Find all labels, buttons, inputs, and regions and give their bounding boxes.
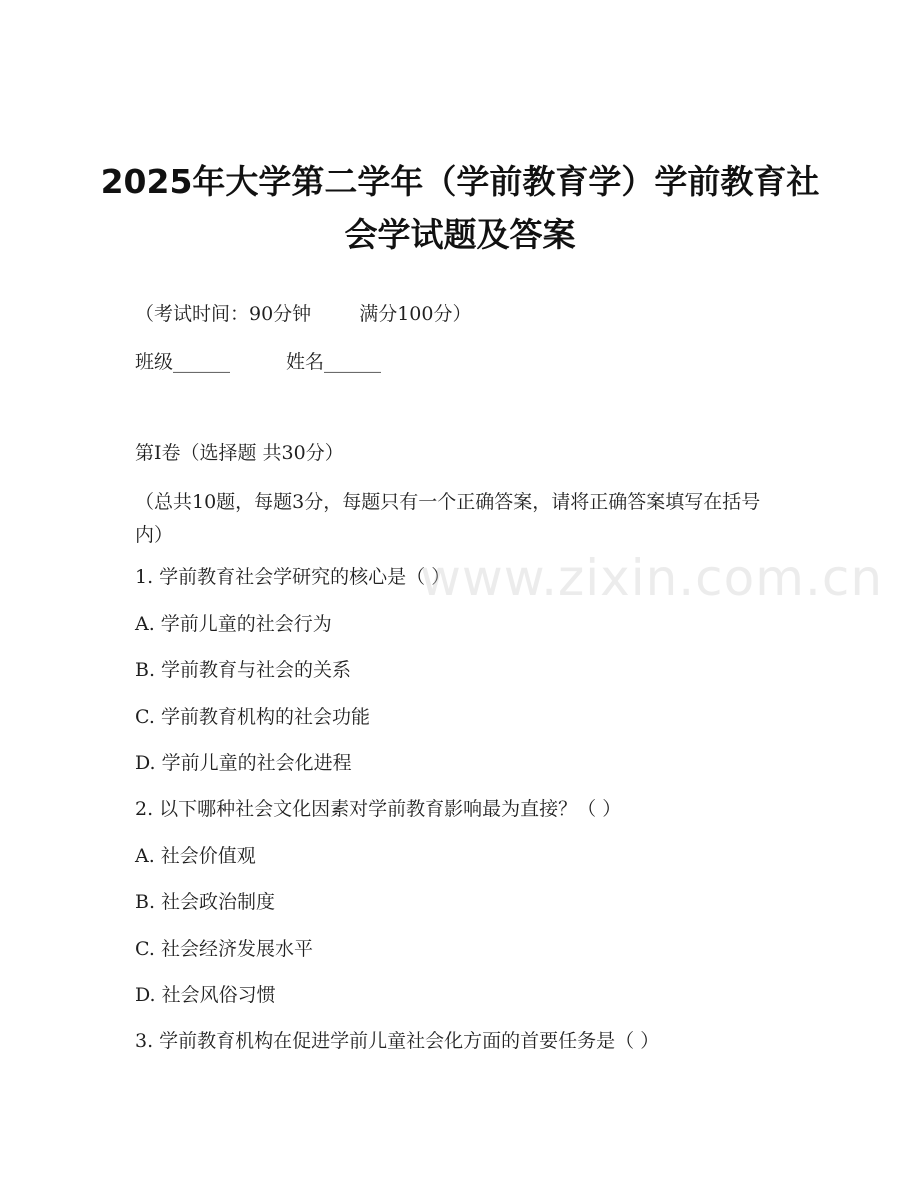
watermark: www.zixin.com.cn	[420, 549, 884, 607]
question-option: A. 社会价值观	[135, 845, 256, 867]
question-option: C. 社会经济发展水平	[135, 938, 313, 960]
question-option: D. 学前儿童的社会化进程	[135, 752, 352, 774]
question-stem: 3. 学前教育机构在促进学前儿童社会化方面的首要任务是（ ）	[135, 1030, 660, 1052]
section-heading: 第Ⅰ卷（选择题 共30分）	[135, 442, 344, 464]
exam-info	[135, 302, 471, 326]
name-field: 姓名______	[286, 351, 382, 373]
class-field: 班级______	[135, 351, 231, 373]
question-option: C. 学前教育机构的社会功能	[135, 706, 370, 728]
student-info	[135, 350, 381, 374]
question-option: B. 社会政治制度	[135, 891, 276, 913]
question-option: D. 社会风俗习惯	[135, 984, 276, 1006]
question-option: A. 学前儿童的社会行为	[135, 613, 332, 635]
section-instruction: （总共10题，每题3分，每题只有一个正确答案，请将正确答案填写在括号内）	[135, 491, 761, 546]
document-title: 2025年大学第二学年（学前教育学）学前教育社会学试题及答案	[100, 162, 820, 254]
exam-score: 满分100分）	[359, 303, 472, 325]
question-option: B. 学前教育与社会的关系	[135, 659, 352, 681]
question-stem: 2. 以下哪种社会文化因素对学前教育影响最为直接？（ ）	[135, 798, 622, 820]
exam-time: （考试时间：90分钟	[135, 303, 312, 325]
question-stem: 1. 学前教育社会学研究的核心是（ ）	[135, 566, 451, 588]
